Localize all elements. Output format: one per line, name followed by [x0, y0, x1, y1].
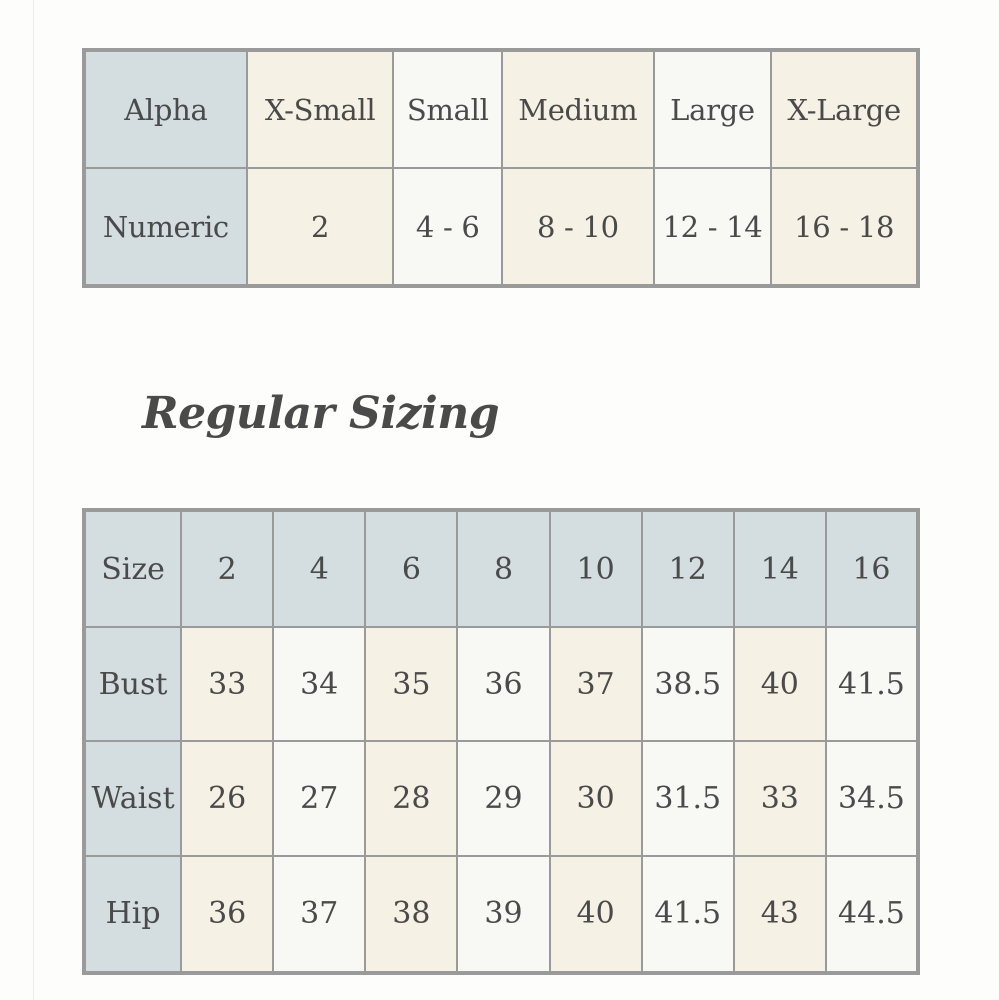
hip-cell: 38 — [365, 856, 457, 973]
bust-cell: 41.5 — [826, 627, 918, 741]
hip-cell: 40 — [550, 856, 642, 973]
size-header-cell: 12 — [642, 510, 734, 627]
waist-cell: 34.5 — [826, 741, 918, 855]
size-header-cell: 14 — [734, 510, 826, 627]
size-header-cell: 4 — [273, 510, 365, 627]
hip-cell: 36 — [181, 856, 273, 973]
numeric-cell-medium: 8 - 10 — [502, 168, 654, 286]
alpha-numeric-size-table — [82, 48, 920, 288]
waist-cell: 29 — [457, 741, 549, 855]
waist-cell: 33 — [734, 741, 826, 855]
size-header-label: Size — [84, 510, 181, 627]
size-header-cell: 10 — [550, 510, 642, 627]
waist-cell: 26 — [181, 741, 273, 855]
numeric-cell-large: 12 - 14 — [654, 168, 772, 286]
bust-cell: 35 — [365, 627, 457, 741]
bust-cell: 40 — [734, 627, 826, 741]
alpha-cell-x-large: X-Large — [771, 50, 918, 168]
alpha-row — [84, 50, 918, 168]
bust-cell: 36 — [457, 627, 549, 741]
page-left-rule — [33, 0, 34, 1000]
regular-sizing-table — [82, 508, 920, 975]
hip-row — [84, 856, 918, 973]
numeric-header-cell: Numeric — [84, 168, 247, 286]
section-title: Regular Sizing — [142, 388, 499, 439]
waist-row-label: Waist — [84, 741, 181, 855]
size-header-row — [84, 510, 918, 627]
size-header-cell: 2 — [181, 510, 273, 627]
bust-cell: 34 — [273, 627, 365, 741]
bust-row-label: Bust — [84, 627, 181, 741]
hip-cell: 39 — [457, 856, 549, 973]
size-header-cell: 16 — [826, 510, 918, 627]
alpha-cell-large: Large — [654, 50, 772, 168]
bust-cell: 37 — [550, 627, 642, 741]
hip-row-label: Hip — [84, 856, 181, 973]
hip-cell: 43 — [734, 856, 826, 973]
hip-cell: 37 — [273, 856, 365, 973]
waist-row — [84, 741, 918, 855]
waist-cell: 30 — [550, 741, 642, 855]
waist-cell: 28 — [365, 741, 457, 855]
size-header-cell: 6 — [365, 510, 457, 627]
numeric-cell-small: 4 - 6 — [393, 168, 502, 286]
numeric-row — [84, 168, 918, 286]
alpha-cell-x-small: X-Small — [247, 50, 394, 168]
numeric-cell-x-small: 2 — [247, 168, 394, 286]
hip-cell: 41.5 — [642, 856, 734, 973]
alpha-cell-small: Small — [393, 50, 502, 168]
numeric-cell-x-large: 16 - 18 — [771, 168, 918, 286]
hip-cell: 44.5 — [826, 856, 918, 973]
size-header-cell: 8 — [457, 510, 549, 627]
bust-row — [84, 627, 918, 741]
bust-cell: 33 — [181, 627, 273, 741]
waist-cell: 27 — [273, 741, 365, 855]
alpha-header-cell: Alpha — [84, 50, 247, 168]
bust-cell: 38.5 — [642, 627, 734, 741]
waist-cell: 31.5 — [642, 741, 734, 855]
alpha-cell-medium: Medium — [502, 50, 654, 168]
